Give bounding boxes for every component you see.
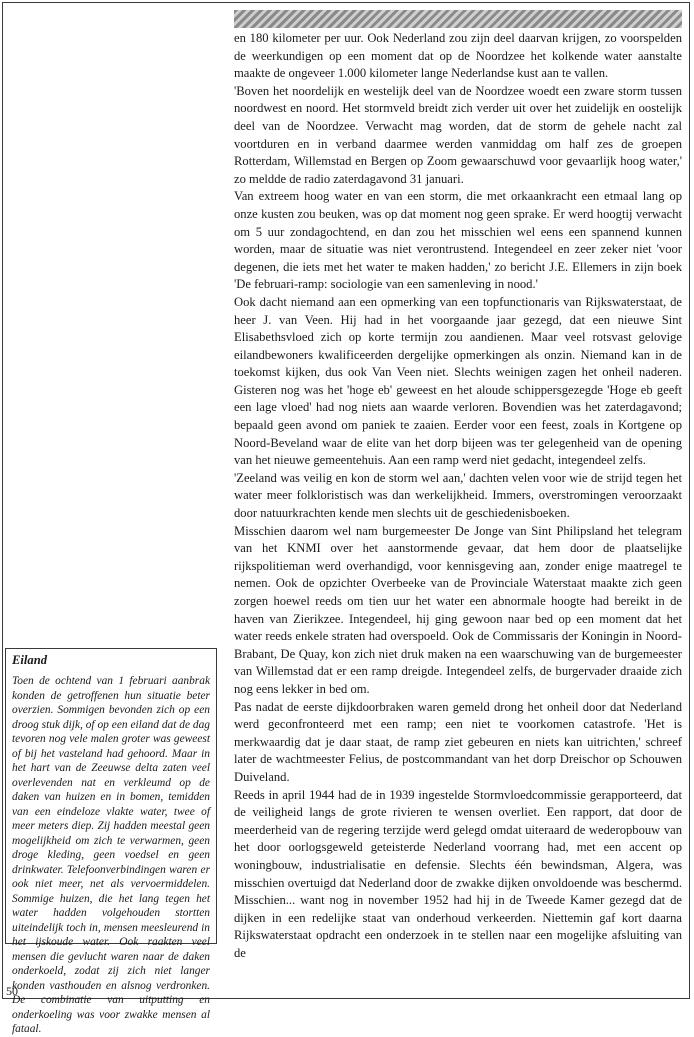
paragraph: Pas nadat de eerste dijkdoorbraken waren gemeld drong het onheil door dat Nederland werd geconfronteerd met een ramp; een niet te voorkomen catastrofe. 'Het is merkwaardig dat je daar staat, de ramp ziet gebeuren en niets kan uitrichten,' schreef later de wachtmeester Felius, de postcommandant van het dorp Dreischor op Schouwen Duiveland.	[234, 699, 682, 784]
paragraph: Van extreem hoog water en van een storm, die met orkaankracht een etmaal lang op onze kusten zou beuken, was op dat moment nog geen sprake. Er werd hoogtij verwacht om 5 uur zondagochtend, en dan zou het misschien wel eens een spannend kunnen worden, maar de situatie was niet verontrustend. Integendeel en zeer zeker niet 'voor degenen, die iets met het water te maken hadden,' zo bericht J.E. Ellemers in zijn boek 'De februari-ramp: sociologie van een samenleving in nood.'	[234, 189, 682, 292]
header-decoration-bar	[234, 10, 682, 28]
paragraph: Ook dacht niemand aan een opmerking van een topfunctionaris van Rijkswaterstaat, de heer J. van Veen. Hij had in het voorgaande jaar gezegd, dat een nieuwe Sint Elisabethsvloed zich op korte termijn zou aandienen. Maar veel rotsvast gelovige eilandbewoners kwalificeerden dergelijke opmerkingen als onzin. Niemand kan in de toekomst kijken, dus ook Van Veen niet. Slechts weinigen zagen het onheil naderen. Gisteren nog was het 'hoge eb' geweest en het aloude schippersgezegde 'Hoge eb geeft een lage vloed' had nog niets aan waarde verloren. Bovendien was het zaterdagavond; bepaald geen avond om paniek te zaaien. Eerder voor een feest, zoals in Kortgene op Noord-Beveland waar de elite van het dorp bijeen was ter gelegenheid van de opening van het nieuwe gemeentehuis. Aan een ramp werd niet gedacht, integendeel zelfs.	[234, 294, 682, 468]
paragraph: 'Boven het noordelijk en westelijk deel van de Noordzee woedt een zware storm tussen noordwest en noord. Het stormveld breidt zich verder uit over het zuidelijk en oostelijk deel van de Noordzee. Verwacht mag worden, dat de storm de gehele nacht zal voortduren en in verband daarmee werden vanmiddag om half zes de groepen Rotterdam, Willemstad en Bergen op Zoom gewaarschuwd voor gevaarlijk hoog water,' zo meldde de radio zaterdagavond 31 januari.	[234, 83, 682, 186]
main-text-column	[234, 30, 682, 962]
paragraph: en 180 kilometer per uur. Ook Nederland zou zijn deel daarvan krijgen, zo voorspelden de weerkundigen op een moment dat op de Noordzee het kolkende water aanstalte maakte de ongeveer 1.000 kilometer lange Nederlandse kust aan te vallen.	[234, 31, 682, 81]
sidebar-body: Toen de ochtend van 1 februari aanbrak konden de getroffenen hun situatie beter overzien. Sommigen bevonden zich op een droog stuk dijk, of op een eiland dat de dag tevoren nog vele malen groter was geweest of bij het vasteland had gehoord. Maar in het hart van de Zeeuwse delta zaten veel overlevenden nat en verkleumd op de daken van huizen en in bomen, temidden van een eindeloze vlakte water, twee of meer meters diep. Zij hadden meestal geen mogelijkheid om zich te verwarmen, geen droge kleding, geen voedsel en geen drinkwater. Telefoonverbindingen waren er ook niet meer, net als vervoermiddelen. Sommige huizen, die het lang tegen het water hadden volgehouden stortten uiteindelijk toch in, mensen meesleurend in het ijskoude water. Ook raakten veel mensen die gevlucht waren naar de daken onderkoeld, zodat zij zich niet langer konden vasthouden en alsnog verdronken. De combinatie van uitputting en onderkoeling was voor zwakke mensen al fataal.	[12, 675, 210, 1035]
sidebar-title: Eiland	[12, 653, 47, 667]
page-number: 50	[6, 984, 18, 998]
paragraph: Misschien daarom wel nam burgemeester De Jonge van Sint Philipsland het telegram van het KNMI over het aanstormende gevaar, dat hem door de plaatselijke rijkspolitieman werd overhandigd, voor kennisgeving aan, zonder enige maatregel te nemen. Ook de opzichter Overbeeke van de Provinciale Waterstaat maakte zich geen zorgen hoewel reeds om tien uur het water een abnormale hoogte had bereikt in de haven van Zierikzee. Integendeel, hij ging gewoon naar bed op een moment dat het water reeds enkele straten had overspoeld. Ook de Commissaris der Koningin in Noord-Brabant, De Quay, kon zich niet druk maken na een waarschuwing van de burgemeester van Willemstad dat er een ramp dreigde. Integendeel zelfs, de burgervader draaide zich nog eens lekker in bed om.	[234, 523, 682, 696]
paragraph: 'Zeeland was veilig en kon de storm wel aan,' dachten velen voor wie de strijd tegen het water meer folkloristisch was dan werkelijkheid. Immers, overstromingen veroorzaakt door natuurkrachten kende men slechts uit de geschiedenisboeken.	[234, 470, 682, 521]
paragraph: Reeds in april 1944 had de in 1939 ingestelde Stormvloedcommissie gerapporteerd, dat de veiligheid langs de grote rivieren te wensen overliet. Een rapport, dat door de meerderheid van de regering terzijde werd gelegd omdat uiteraard de wederopbouw van het door oorlogsgeweld geteisterde Nederland voorrang had, met een accent op woningbouw, industrialisatie en defensie. Slechts één bewindsman, Algera, was misschien overtuigd dat Nederland door de zwakke dijken onvoldoende was beschermd. Misschien... want nog in november 1952 had hij in de Tweede Kamer gezegd dat de dijken in een redelijke staat van onderhoud verkeerden. Niettemin gaf kort daarna Rijkswaterstaat opdracht een onderzoek in te stellen naar een mogelijke afsluiting van de	[234, 787, 682, 960]
